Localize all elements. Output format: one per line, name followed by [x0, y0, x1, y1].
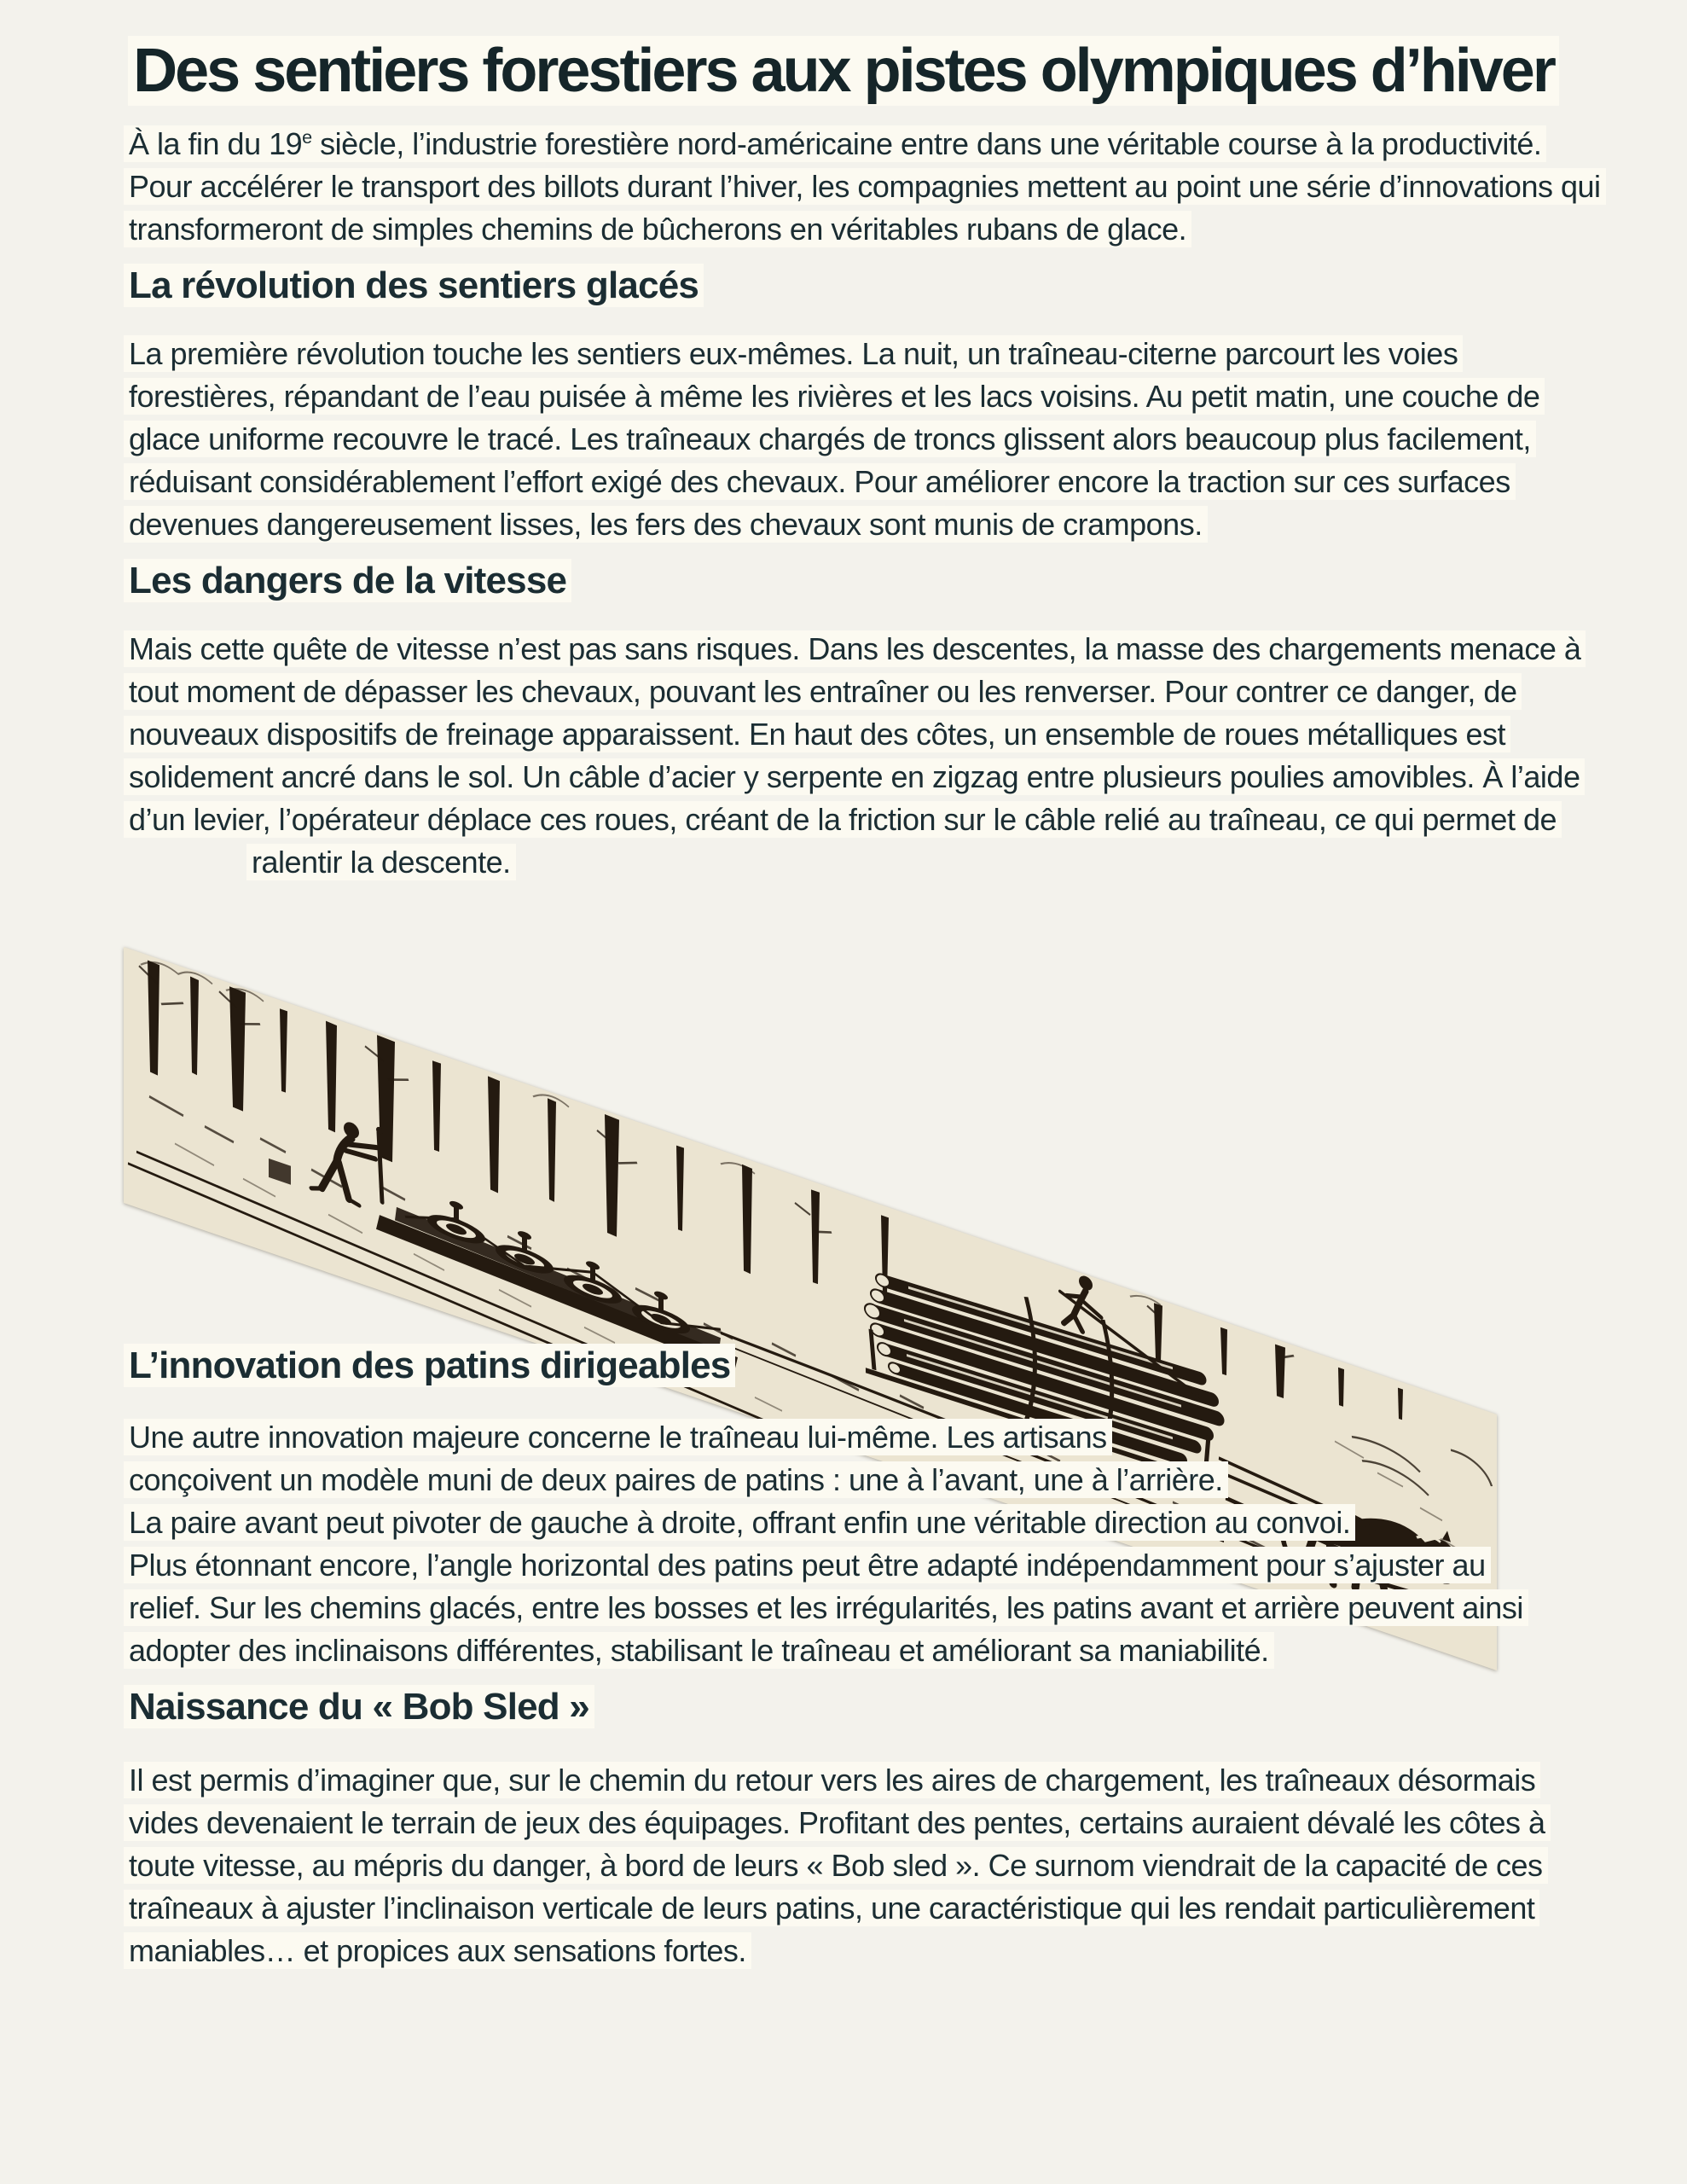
page-title-text: Des sentiers forestiers aux pistes olympiques d’hiver — [128, 36, 1559, 106]
section-heading-bobsled: Naissance du « Bob Sled » — [124, 1686, 1612, 1728]
ordinal-superscript: e — [302, 126, 312, 148]
intro-text-end: siècle, l’industrie forestière nord-américaine entre dans une véritable course à la productivité. Pour accélérer le transport des billots durant l’hiver, les compagnies mettent au point une série d’innovations qui transformeront de simples chemins de bûcherons en véritables rubans de glace. — [129, 126, 1601, 247]
section-paragraph-speed-dangers: Mais cette quête de vitesse n’est pas sans risques. Dans les descentes, la masse des chargements menace à tout moment de dépasser les chevaux, pouvant les entraîner ou les renverser. Pour contrer ce danger, de nouveaux dispositifs de freinage apparaissent. En haut des côtes, un ensemble de roues métalliques est solidement ancré dans le sol. Un câble d’acier y serpente en zigzag entre plusieurs poulies amovibles. À l’aide d’un levier, l’opérateur déplace ces roues, créant de la friction sur le câble relié au traîneau, ce qui permet de ralentir la descente. — [124, 628, 1612, 884]
section-heading-speed-dangers: Les dangers de la vitesse — [124, 560, 1612, 602]
intro-paragraph — [124, 123, 1612, 251]
intro-text-start: À la fin du 19 — [129, 126, 303, 161]
section-heading-steerable-runners: L’innovation des patins dirigeables — [124, 1345, 1612, 1387]
section-paragraph-steerable-runners: Une autre innovation majeure concerne le traîneau lui-même. Les artisans conçoivent un modèle muni de deux paires de patins : une à l’avant, une à l’arrière. La paire avant peut pivoter de gauche à droite, offrant enfin une véritable direction au convoi. Plus étonnant encore, l’angle horizontal des patins peut être adapté indépendamment pour s’ajuster au relief. Sur les chemins glacés, entre les bosses et les irrégularités, les patins avant et arrière peuvent ainsi adopter des inclinaisons différentes, stabilisant le traîneau et améliorant sa maniabilité. — [124, 1416, 1612, 1672]
section-paragraph-bobsled: Il est permis d’imaginer que, sur le chemin du retour vers les aires de chargement, les traîneaux désormais vides devenaient le terrain de jeux des équipages. Profitant des pentes, certains auraient dévalé les côtes à toute vitesse, au mépris du danger, à bord de leurs « Bob sled ». Ce surnom viendrait de la capacité de ces traîneaux à ajuster l’inclinaison verticale de leurs patins, une caractéristique qui les rendait particulièrement maniables… et propices aux sensations fortes. — [124, 1759, 1612, 1972]
page-title — [26, 31, 1661, 111]
section-paragraph-iced-trails: La première révolution touche les sentiers eux-mêmes. La nuit, un traîneau-citerne parcourt les voies forestières, répandant de l’eau puisée à même les rivières et les lacs voisins. Au petit matin, une couche de glace uniforme recouvre le tracé. Les traîneaux chargés de troncs glissent alors beaucoup plus facilement, réduisant considérablement l’effort exigé des chevaux. Pour améliorer encore la traction sur ces surfaces devenues dangereusement lisses, les fers des chevaux sont munis de crampons. — [124, 333, 1612, 546]
section-heading-iced-trails: La révolution des sentiers glacés — [124, 264, 1612, 307]
article-body — [0, 123, 1687, 1972]
